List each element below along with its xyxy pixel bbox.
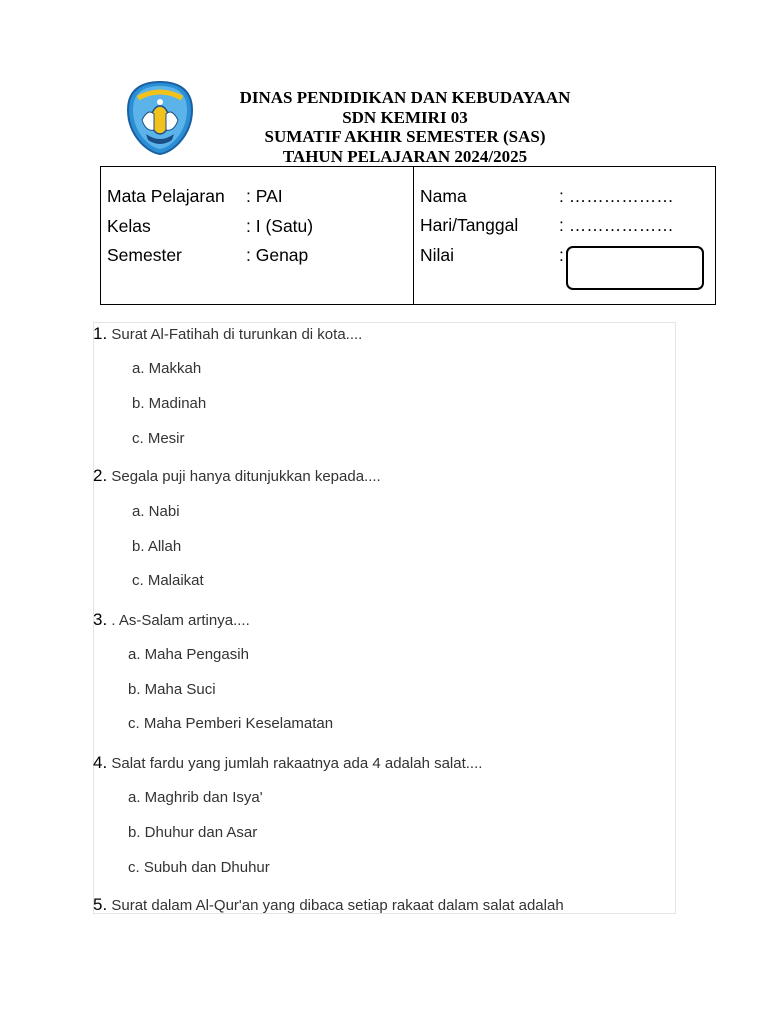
option-1c[interactable]: c. Mesir xyxy=(132,430,185,447)
question-number: 4. xyxy=(93,753,108,772)
option-2c[interactable]: c. Malaikat xyxy=(132,572,204,589)
option-2a[interactable]: a. Nabi xyxy=(132,503,180,520)
exam-info-left xyxy=(101,167,414,304)
header-line-school: SDN KEMIRI 03 xyxy=(342,107,468,127)
tut-wuri-handayani-logo xyxy=(124,80,196,156)
option-1a[interactable]: a. Makkah xyxy=(132,360,202,377)
info-label: Semester xyxy=(107,245,182,265)
exam-info-table xyxy=(100,166,716,305)
question-number: 1. xyxy=(93,324,108,343)
option-2b[interactable]: b. Allah xyxy=(132,538,182,555)
question-text: Surat dalam Al-Qur'an yang dibaca setiap rakaat dalam salat adalah xyxy=(107,897,564,914)
document-header xyxy=(190,88,620,166)
option-4c[interactable]: c. Subuh dan Dhuhur xyxy=(128,859,270,876)
header-line-exam: SUMATIF AKHIR SEMESTER (SAS) xyxy=(264,127,546,147)
info-label: Mata Pelajaran xyxy=(107,186,225,206)
name-field[interactable]: : ……………… xyxy=(559,186,674,206)
question-4 xyxy=(93,753,482,773)
info-value: : xyxy=(559,245,564,265)
info-label: Nama xyxy=(420,186,467,206)
question-text: Surat Al-Fatihah di turunkan di kota.... xyxy=(107,326,363,343)
header-line-year: TAHUN PELAJARAN 2024/2025 xyxy=(282,146,528,166)
question-text: Segala puji hanya ditunjukkan kepada.... xyxy=(111,468,381,485)
info-label: Hari/Tanggal xyxy=(420,215,519,235)
question-text: . As-Salam artinya.... xyxy=(111,612,250,629)
exam-info-right xyxy=(414,167,715,304)
question-number: 5. xyxy=(93,895,108,914)
option-3c[interactable]: c. Maha Pemberi Keselamatan xyxy=(128,715,334,732)
question-number: 2. xyxy=(93,466,108,485)
option-1b[interactable]: b. Madinah xyxy=(132,395,207,412)
question-2 xyxy=(93,466,381,486)
question-text: Salat fardu yang jumlah rakaatnya ada 4 adalah salat.... xyxy=(111,755,483,772)
option-4b[interactable]: b. Dhuhur dan Asar xyxy=(128,824,258,841)
info-label: Nilai xyxy=(420,245,455,265)
info-value: : PAI xyxy=(246,186,283,206)
date-field[interactable]: : ……………… xyxy=(559,215,674,235)
question-number: 3. xyxy=(93,610,108,629)
option-4a[interactable]: a. Maghrib dan Isya' xyxy=(128,789,263,806)
question-5 xyxy=(93,895,564,915)
header-line-office: DINAS PENDIDIKAN DAN KEBUDAYAAN xyxy=(239,88,571,107)
score-box[interactable] xyxy=(566,246,704,290)
option-3b[interactable]: b. Maha Suci xyxy=(128,681,216,698)
info-value: : I (Satu) xyxy=(246,216,314,236)
option-3a[interactable]: a. Maha Pengasih xyxy=(128,646,249,663)
question-3 xyxy=(93,610,250,630)
question-1 xyxy=(93,324,362,344)
info-value: : Genap xyxy=(246,245,309,265)
info-label: Kelas xyxy=(107,216,151,236)
